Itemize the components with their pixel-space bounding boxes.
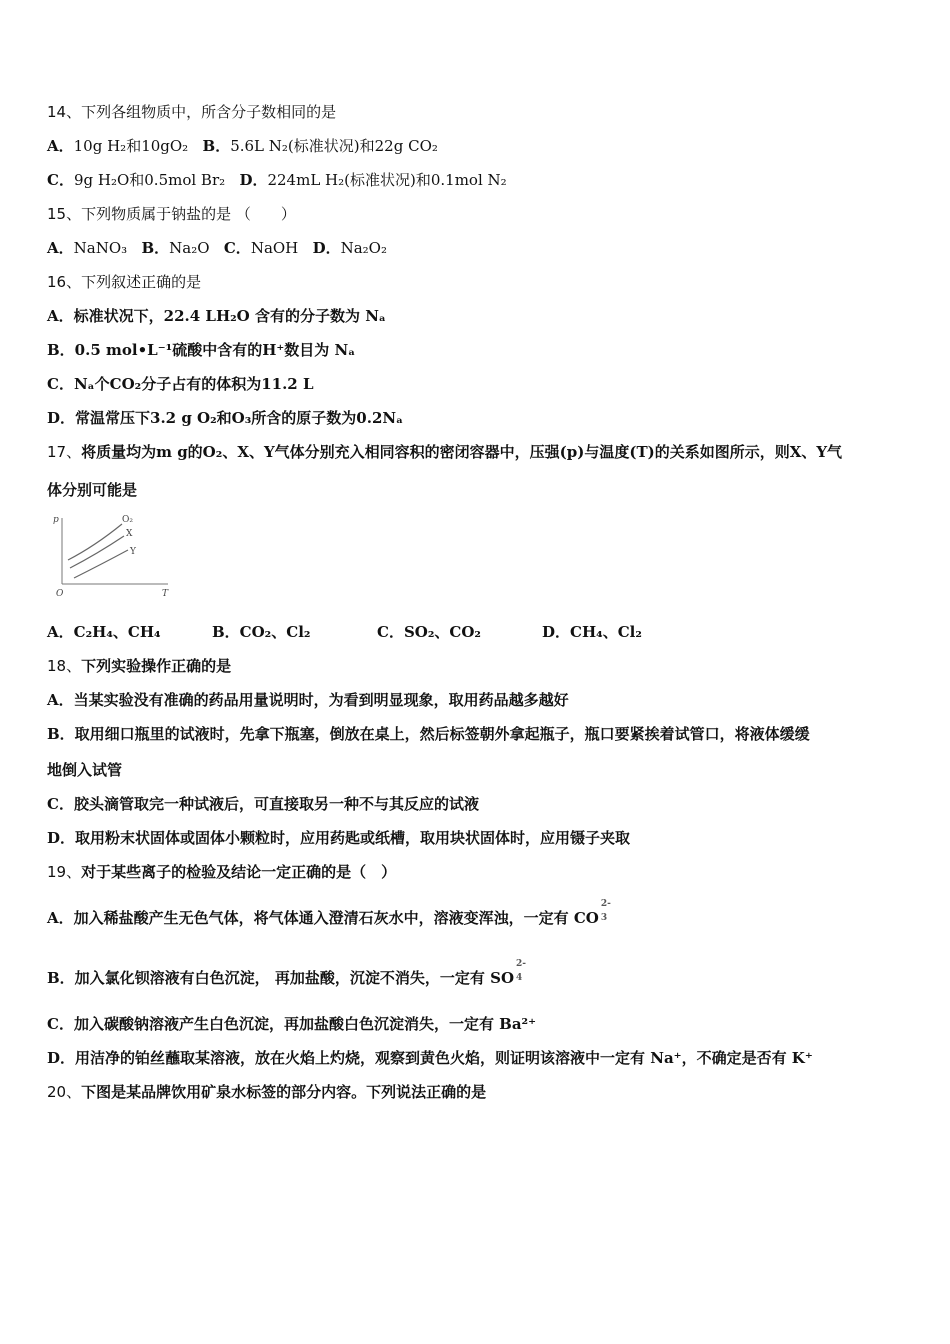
pt-graph <box>50 510 180 600</box>
q20-stem-line <box>47 1082 486 1102</box>
q16-option-c: C．Nₐ个CO₂分子占有的体积为11.2 L <box>47 375 314 393</box>
q15-option-b-label: B． <box>141 239 170 257</box>
q19-option-c: C．加入碳酸钠溶液产生白色沉淀，再加盐酸白色沉淀消失，一定有 Ba²⁺ <box>47 1015 537 1033</box>
q14-options-cd <box>47 170 507 190</box>
q14-option-d-label: D． <box>239 171 268 189</box>
q14-option-c-label: C． <box>47 171 74 189</box>
q14-option-d: 224mL H₂(标准状况)和0.1mol N₂ <box>267 171 507 189</box>
q18-stem-line <box>47 656 231 676</box>
sulfate-charge-sub: 4 <box>516 973 523 983</box>
sulfate-charge-sup: 2- <box>516 959 527 969</box>
q14-stem: 下列各组物质中，所含分子数相同的是 <box>81 103 337 121</box>
carbonate-charge <box>599 899 611 928</box>
q17-option-a: A．C₂H₄、CH₄ <box>47 623 161 641</box>
q17-stem-1: 将质量均为m g的O₂、X、Y气体分别充入相同容积的密闭容器中，压强(p)与温度(T)的关系如图所示，则X、Y气 <box>81 443 843 461</box>
q18-option-c: C．胶头滴管取完一种试液后，可直接取另一种不与其反应的试液 <box>47 795 479 813</box>
q14-option-a-label: A． <box>47 137 74 155</box>
curve-x <box>70 536 124 568</box>
q17-option-d: D．CH₄、Cl₂ <box>542 623 642 641</box>
q14-option-c: 9g H₂O和0.5mol Br₂ <box>73 171 226 189</box>
q15-option-a-label: A． <box>47 239 74 257</box>
q17-stem-line2: 体分别可能是 <box>47 481 138 499</box>
q19-option-b: B．加入氯化钡溶液有白色沉淀， 再加盐酸，沉淀不消失，一定有 SO <box>47 969 515 987</box>
q16-option-d: D．常温常压下3.2 g O₂和O₃所含的原子数为0.2Nₐ <box>47 409 404 427</box>
q14-option-b: 5.6L N₂(标准状况)和22g CO₂ <box>230 137 438 155</box>
q15-options <box>47 238 387 258</box>
q18-option-b-line2: 地倒入试管 <box>47 761 123 779</box>
q19-option-d: D．用洁净的铂丝蘸取某溶液，放在火焰上灼烧，观察到黄色火焰，则证明该溶液中一定有 Na⁺，不确定是否有 K⁺ <box>47 1049 813 1067</box>
q14-option-b-label: B． <box>202 137 231 155</box>
curve-y <box>74 550 128 578</box>
q20-number: 20、 <box>47 1083 82 1101</box>
q14-option-a: 10g H₂和10gO₂ <box>73 137 189 155</box>
q14-options-ab <box>47 136 438 156</box>
curve-label-y: Y <box>130 547 136 557</box>
q19-option-a-line <box>47 899 611 928</box>
carbonate-charge-sup: 2- <box>600 899 611 909</box>
q15-option-d-label: D． <box>312 239 341 257</box>
q16-option-a: A．标准状况下，22.4 LH₂O 含有的分子数为 Nₐ <box>47 307 386 325</box>
pressure-temperature-figure <box>50 510 180 600</box>
x-axis-label: T <box>162 589 169 599</box>
q16-stem: 下列叙述正确的是 <box>81 273 202 291</box>
q16-stem-line <box>47 272 201 292</box>
q14-stem-line <box>47 102 336 122</box>
q18-option-d: D．取用粉末状固体或固体小颗粒时，应用药匙或纸槽，取用块状固体时，应用镊子夹取 <box>47 829 631 847</box>
q18-stem: 下列实验操作正确的是 <box>81 657 232 675</box>
q15-option-c-label: C． <box>223 239 251 257</box>
q17-stem-line1 <box>47 442 842 462</box>
q16-option-b: B．0.5 mol•L⁻¹硫酸中含有的H⁺数目为 Nₐ <box>47 341 356 359</box>
q19-option-a: A．加入稀盐酸产生无色气体，将气体通入澄清石灰水中，溶液变浑浊，一定有 CO <box>47 909 599 927</box>
q19-number: 19、 <box>47 863 82 881</box>
y-axis-label: p <box>53 515 59 525</box>
q15-stem: 下列物质属于钠盐的是 （ ） <box>81 205 296 223</box>
q16-number: 16、 <box>47 273 82 291</box>
origin-label: O <box>56 589 64 599</box>
curve-label-o2: O₂ <box>122 515 133 525</box>
q15-stem-line <box>47 204 296 224</box>
q19-option-b-line <box>47 959 527 988</box>
q15-option-c: NaOH <box>250 239 299 257</box>
carbonate-charge-sub: 3 <box>600 913 608 923</box>
q17-option-b: B．CO₂、Cl₂ <box>212 623 311 641</box>
q15-option-d: Na₂O₂ <box>340 239 387 257</box>
q19-stem: 对于某些离子的检验及结论一定正确的是（ ） <box>81 863 397 881</box>
q20-stem: 下图是某品牌饮用矿泉水标签的部分内容。下列说法正确的是 <box>81 1083 487 1101</box>
q17-option-c: C．SO₂、CO₂ <box>377 623 481 641</box>
q18-option-a: A．当某实验没有准确的药品用量说明时，为看到明显现象，取用药品越多越好 <box>47 691 569 709</box>
curve-label-x: X <box>126 529 133 539</box>
q18-option-b-line1: B．取用细口瓶里的试液时，先拿下瓶塞，倒放在桌上，然后标签朝外拿起瓶子，瓶口要紧挨着试管口，将液体缓缓 <box>47 725 810 743</box>
q17-number: 17、 <box>47 443 82 461</box>
q15-number: 15、 <box>47 205 82 223</box>
q19-stem-line <box>47 862 396 882</box>
q15-option-b: Na₂O <box>169 239 210 257</box>
q15-option-a: NaNO₃ <box>73 239 128 257</box>
q18-number: 18、 <box>47 657 82 675</box>
q14-number: 14、 <box>47 103 82 121</box>
sulfate-charge <box>514 959 527 988</box>
